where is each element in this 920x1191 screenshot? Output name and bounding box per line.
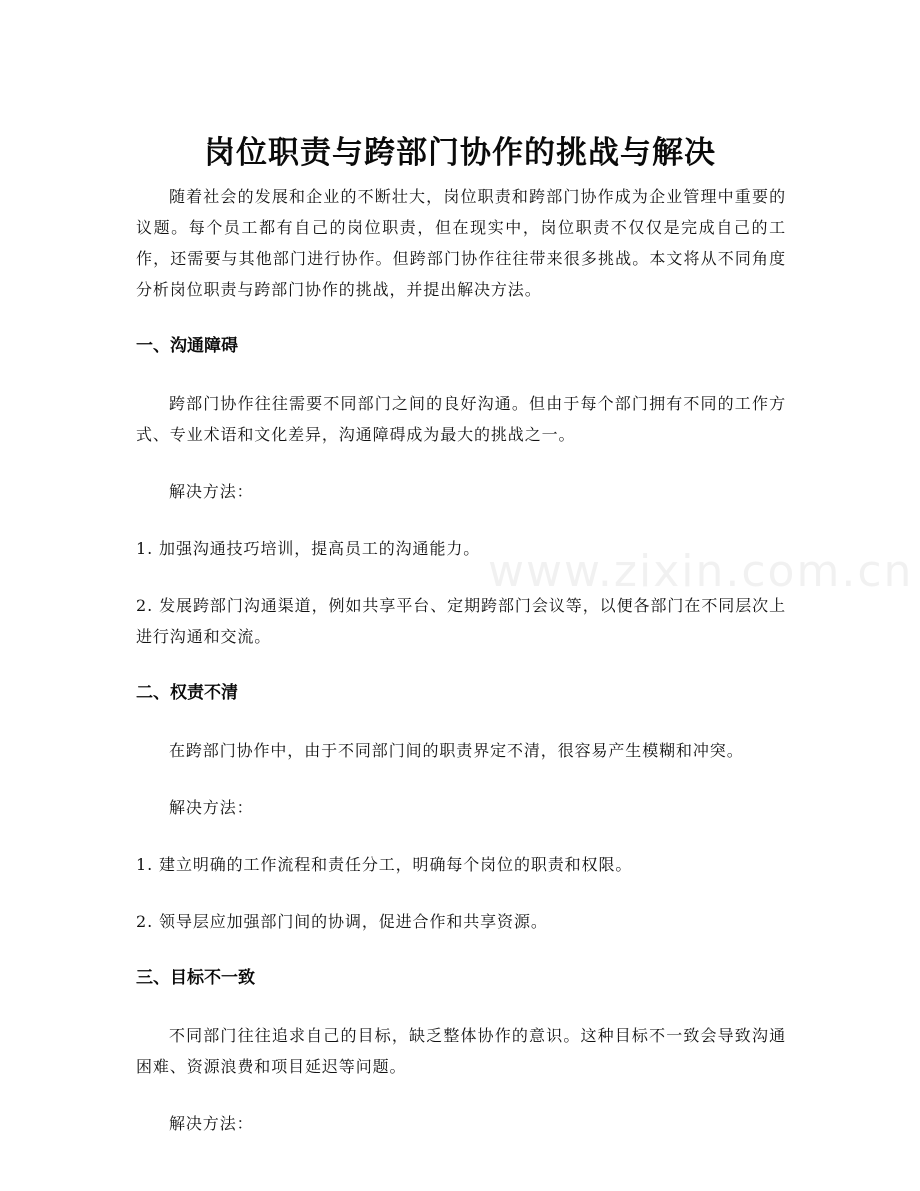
solution-item: 2. 发展跨部门沟通渠道，例如共享平台、定期跨部门会议等，以便各部门在不同层次上进行沟通和交流。 — [136, 596, 786, 646]
section-paragraph: 不同部门往往追求自己的目标，缺乏整体协作的意识。这种目标不一致会导致沟通困难、资源浪费和项目延迟等问题。 — [136, 1026, 786, 1076]
solution-label: 解决方法： — [169, 482, 254, 501]
solution-item: 1. 建立明确的工作流程和责任分工，明确每个岗位的职责和权限。 — [136, 855, 633, 874]
solution-label: 解决方法： — [169, 1114, 254, 1133]
section-heading: 二、权责不清 — [136, 683, 238, 703]
section-heading: 一、沟通障碍 — [136, 336, 238, 356]
watermark: www.zixin.com.cn — [488, 546, 914, 597]
document-body — [136, 181, 786, 1139]
section-heading: 三、目标不一致 — [136, 968, 255, 988]
solution-label: 解决方法： — [169, 798, 254, 817]
intro-paragraph: 随着社会的发展和企业的不断壮大，岗位职责和跨部门协作成为企业管理中重要的议题。每个员工都有自己的岗位职责，但在现实中，岗位职责不仅仅是完成自己的工作，还需要与其他部门进行协作。但跨部门协作往往带来很多挑战。本文将从不同角度分析岗位职责与跨部门协作的挑战，并提出解决方法。 — [136, 187, 786, 299]
solution-item: 2. 领导层应加强部门间的协调，促进合作和共享资源。 — [136, 912, 548, 931]
section-paragraph: 跨部门协作往往需要不同部门之间的良好沟通。但由于每个部门拥有不同的工作方式、专业术语和文化差异，沟通障碍成为最大的挑战之一。 — [136, 394, 786, 444]
document-title: 岗位职责与跨部门协作的挑战与解决 — [204, 134, 716, 171]
section-paragraph: 在跨部门协作中，由于不同部门间的职责界定不清，很容易产生模糊和冲突。 — [169, 741, 744, 760]
solution-item: 1. 加强沟通技巧培训，提高员工的沟通能力。 — [136, 539, 481, 558]
